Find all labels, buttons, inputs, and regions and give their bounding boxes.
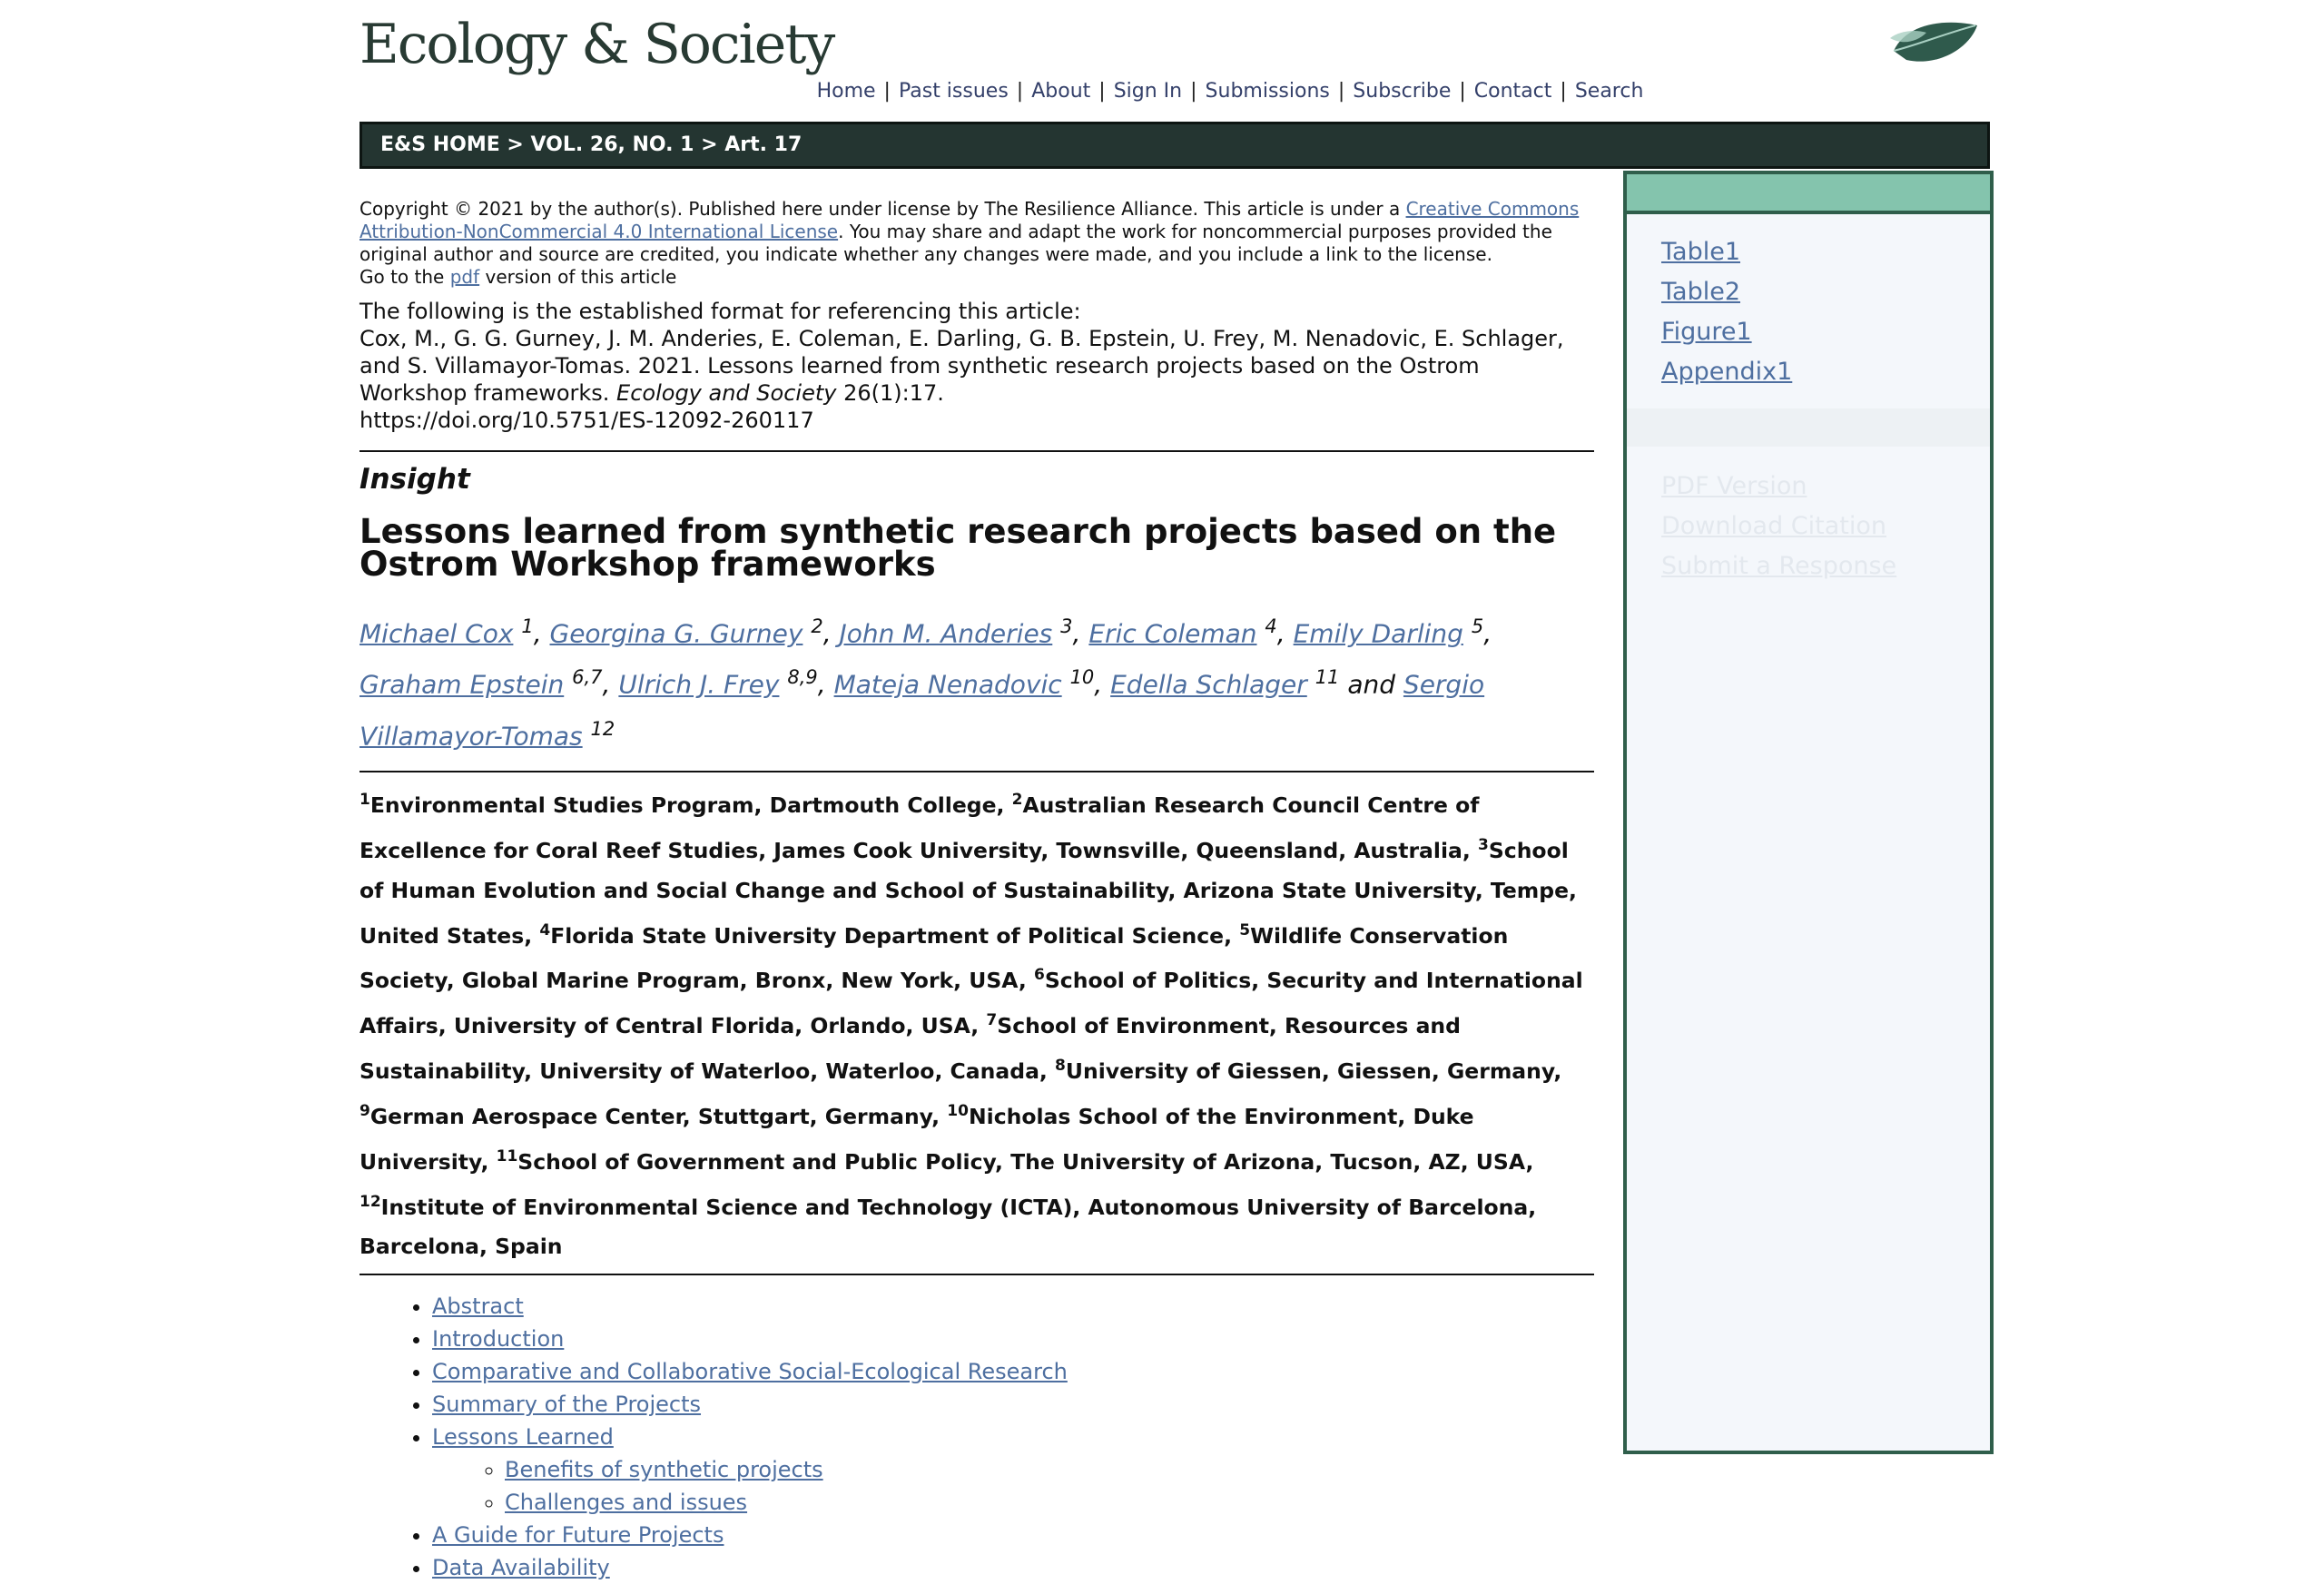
toc-item — [432, 1355, 1594, 1388]
toc-link[interactable]: Lessons Learned — [432, 1424, 614, 1451]
author-affiliation-number: 12 — [590, 717, 615, 740]
license-link[interactable]: Creative Commons Attribution-NonCommercial 4.0 International License — [359, 198, 1580, 242]
toc-sublist — [432, 1453, 1594, 1519]
divider — [359, 771, 1594, 772]
toc-link[interactable]: Summary of the Projects — [432, 1392, 702, 1418]
affiliation-number: 12 — [359, 1192, 381, 1211]
citation-intro: The following is the established format for referencing this article: — [359, 299, 1081, 324]
pdf-link[interactable]: pdf — [449, 266, 480, 288]
affiliation-text: German Aerospace Center, Stuttgart, Germany, — [369, 1103, 940, 1129]
nav-about[interactable]: About — [1031, 80, 1091, 103]
sidebar-link-figure1[interactable]: Figure1 — [1661, 318, 1752, 346]
divider — [359, 450, 1594, 452]
toc-link[interactable]: A Guide for Future Projects — [432, 1522, 724, 1549]
author-affiliation-number: 8,9 — [787, 666, 818, 689]
journal-logo[interactable]: Ecology & Society — [359, 13, 834, 76]
author-affiliation-number: 10 — [1069, 666, 1095, 689]
sidebar-link-table2[interactable]: Table2 — [1661, 278, 1740, 306]
affiliation-text: School of Human Evolution and Social Change and School of Sustainability, Arizona State University, Tempe, United States, — [359, 837, 1577, 949]
toc-link[interactable]: Data Availability — [432, 1555, 610, 1581]
author-link[interactable]: Eric Coleman — [1088, 618, 1257, 649]
journal-name: Ecology and Society — [616, 380, 837, 406]
toc-link[interactable]: Comparative and Collaborative Social-Ecological Research — [432, 1359, 1068, 1385]
affiliation-text: University of Giessen, Giessen, Germany, — [1065, 1058, 1562, 1084]
affiliation-number: 6 — [1034, 966, 1045, 985]
toc-item — [432, 1388, 1594, 1421]
author-link[interactable]: John M. Anderies — [839, 618, 1053, 649]
article-main — [359, 198, 1594, 1584]
nav-subscribe[interactable]: Subscribe — [1353, 80, 1452, 103]
author-affiliation-number: 6,7 — [572, 666, 603, 689]
author-affiliation-number: 11 — [1315, 666, 1340, 689]
affiliation-number: 8 — [1055, 1057, 1066, 1076]
affiliation-number: 10 — [947, 1101, 969, 1120]
nav-past-issues[interactable]: Past issues — [898, 80, 1009, 103]
toc-item — [432, 1290, 1594, 1323]
author-list: Michael Cox $^1$, Georgina G. Gurney $^2$, John M. Anderies $^3$, Eric Coleman $^4$, Emily Darling $^5$, Graham Epstein $^{6,7}$, Ulrich J. Frey $^{8,9}$, Mateja Nenadovic $^{10}$, Edella Schlager $^{11}$ and Sergio Villamayor-Tomas $^{12}$ — [359, 615, 1492, 751]
author-affiliation-number: 1 — [521, 615, 534, 637]
affiliation-text: Florida State University Department of Political Science, — [550, 922, 1233, 949]
author-link[interactable]: Ulrich J. Frey — [618, 669, 780, 700]
affiliation-number: 2 — [1011, 790, 1023, 809]
authors-and: and — [1347, 669, 1396, 700]
affiliation-number: 4 — [539, 920, 551, 940]
citation-block — [359, 298, 1594, 434]
affiliation-text: Institute of Environmental Science and Technology (ICTA), Autonomous University of Barcelona, Barcelona, Spain — [359, 1194, 1537, 1260]
sidebar-link-table1[interactable]: Table1 — [1661, 238, 1740, 266]
toc-item — [432, 1519, 1594, 1551]
affiliation-text: School of Politics, Security and International Affairs, University of Central Florida, Orlando, USA, — [359, 968, 1583, 1039]
table-of-contents — [359, 1290, 1594, 1584]
author-link[interactable]: Mateja Nenadovic — [833, 669, 1062, 700]
author-link[interactable]: Graham Epstein — [359, 669, 565, 700]
toc-sublink[interactable]: Challenges and issues — [505, 1490, 748, 1516]
author-affiliation-number: 2 — [811, 615, 823, 637]
citation-line: Cox, M., G. G. Gurney, J. M. Anderies, E. Coleman, E. Darling, G. B. Epstein, U. Frey, M. Nenadovic, E. Schlager, — [359, 326, 1564, 351]
affiliation-number: 5 — [1239, 920, 1251, 940]
toc-link[interactable]: Abstract — [432, 1294, 524, 1320]
sidebar-faded-links — [1627, 447, 1990, 586]
affiliation-text: School of Environment, Resources and Sustainability, University of Waterloo, Waterloo, Canada, — [359, 1013, 1461, 1084]
download-citation-link[interactable]: Download Citation — [1661, 512, 1886, 540]
affiliation-text: School of Government and Public Policy, The University of Arizona, Tucson, AZ, USA, — [517, 1148, 1534, 1175]
sidebar — [1623, 171, 1994, 1454]
citation-line: and S. Villamayor-Tomas. 2021. Lessons learned from synthetic research projects based on the Ostrom — [359, 353, 1480, 379]
toc-item — [432, 1421, 1594, 1519]
copyright-notice: Copyright © 2021 by the author(s). Published here under license by The Resilience Alliance. This article is under a Creative Commons Attribution-NonCommercial 4.0 International License. You may share and adapt the work for noncommercial purposes provided the original author and source are credited, you indicate whether any changes were made, and you include a link to the license. Go to the pdf version of this article — [359, 198, 1580, 288]
breadcrumb[interactable]: E&S HOME > VOL. 26, NO. 1 > Art. 17 — [359, 122, 1990, 169]
affiliation-number: 11 — [496, 1146, 518, 1166]
nav-submissions[interactable]: Submissions — [1205, 80, 1330, 103]
article-title: Lessons learned from synthetic research projects based on the Ostrom Workshop frameworks — [359, 512, 1557, 584]
toc-subitem — [505, 1486, 1594, 1519]
author-link[interactable]: Michael Cox — [359, 618, 514, 649]
pdf-version-link[interactable]: PDF Version — [1661, 472, 1807, 500]
affiliations — [359, 780, 1594, 1266]
toc-sublink[interactable]: Benefits of synthetic projects — [505, 1457, 823, 1483]
affiliation-number: 1 — [359, 790, 370, 809]
affiliation-text: Environmental Studies Program, Dartmouth College, — [369, 792, 1005, 818]
nav-search[interactable]: Search — [1574, 80, 1644, 103]
affiliation-text: Wildlife Conservation Society, Global Marine Program, Bronx, New York, USA, — [359, 922, 1509, 994]
author-link[interactable]: Emily Darling — [1293, 618, 1463, 649]
article-type: Insight — [359, 463, 470, 496]
affiliation-text: Australian Research Council Centre of Excellence for Coral Reef Studies, James Cook University, Townsville, Queensland, Australia, — [359, 792, 1480, 863]
citation-doi: https://doi.org/10.5751/ES-12092-260117 — [359, 408, 814, 433]
leaf-logo-icon — [1888, 15, 1979, 69]
author-affiliation-number: 4 — [1265, 615, 1277, 637]
toc-item — [432, 1551, 1594, 1584]
nav-contact[interactable]: Contact — [1473, 80, 1552, 103]
toc-item — [432, 1323, 1594, 1355]
toc-subitem — [505, 1453, 1594, 1486]
sidebar-band — [1627, 408, 1990, 447]
top-nav: Home | Past issues | About | Sign In | Submissions | Subscribe | Contact | Search — [816, 80, 1644, 103]
author-affiliation-number: 3 — [1060, 615, 1073, 637]
author-link[interactable]: Georgina G. Gurney — [549, 618, 803, 649]
author-link[interactable]: Edella Schlager — [1110, 669, 1307, 700]
author-link[interactable]: Sergio Villamayor-Tomas — [359, 669, 1485, 751]
nav-sign-in[interactable]: Sign In — [1113, 80, 1183, 103]
nav-home[interactable]: Home — [816, 80, 876, 103]
sidebar-header — [1627, 174, 1990, 214]
sidebar-link-appendix1[interactable]: Appendix1 — [1661, 358, 1793, 386]
submit-response-link[interactable]: Submit a Response — [1661, 552, 1897, 580]
affiliation-number: 3 — [1478, 835, 1489, 854]
divider — [359, 1274, 1594, 1275]
toc-link[interactable]: Introduction — [432, 1326, 565, 1353]
sidebar-links — [1627, 214, 1990, 392]
affiliation-text: Nicholas School of the Environment, Duke University, — [359, 1103, 1474, 1175]
author-affiliation-number: 5 — [1471, 615, 1484, 637]
citation-line: Workshop frameworks. Ecology and Society 26(1):17. — [359, 380, 944, 406]
affiliation-number: 7 — [986, 1011, 998, 1030]
affiliation-number: 9 — [359, 1101, 370, 1120]
